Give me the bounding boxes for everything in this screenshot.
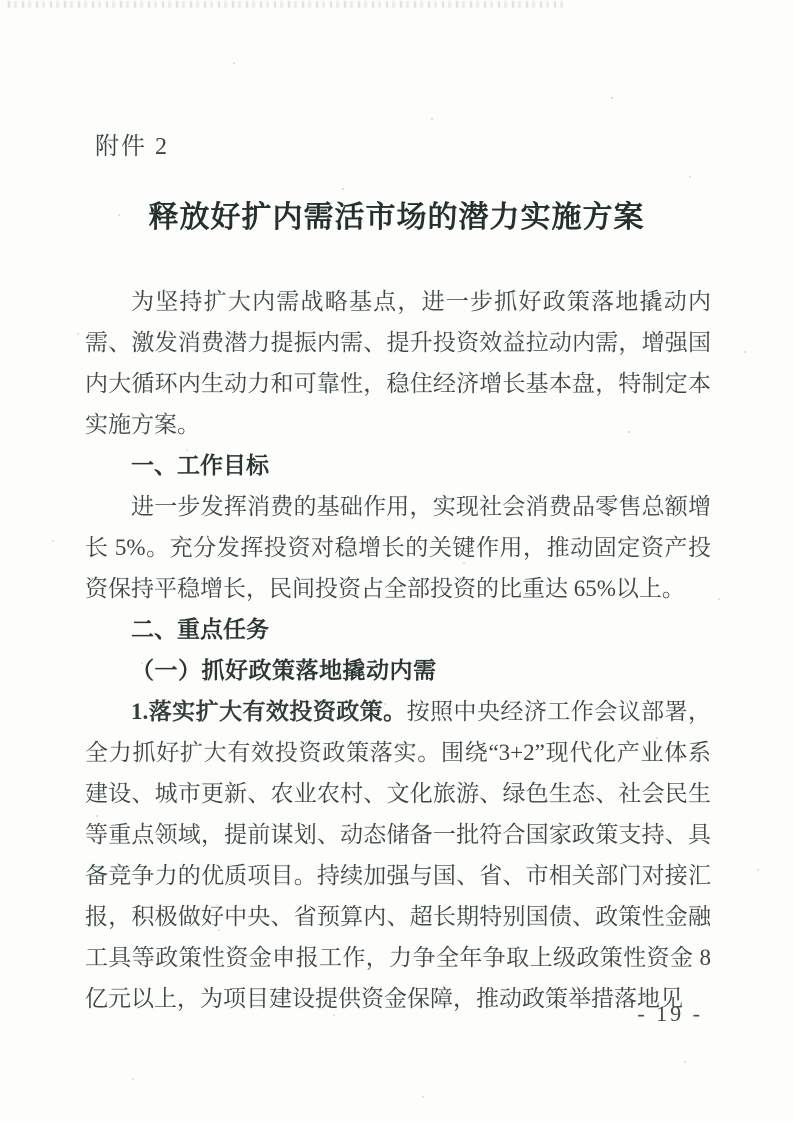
scan-noise-specks	[0, 0, 2, 2]
intro-paragraph: 为坚持扩大内需战略基点，进一步抓好政策落地撬动内需、激发消费潜力提振内需、提升投资效益拉动内需，增强国内大循环内生动力和可靠性，稳住经济增长基本盘，特制定本实施方案。	[85, 289, 711, 437]
page-number: - 19 -	[637, 1001, 703, 1026]
document-body	[85, 281, 711, 1019]
work-goals-paragraph: 进一步发挥消费的基础作用，实现社会消费品零售总额增长 5%。充分发挥投资对稳增长的关键作用，推动固定资产投资保持平稳增长，民间投资占全部投资的比重达 65%以上。	[85, 494, 711, 601]
numbered-item-1	[85, 691, 711, 1019]
attachment-label: 附件 2	[95, 134, 169, 160]
numbered-item-1-lead: 1.落实扩大有效投资政策。	[131, 699, 407, 724]
section-heading-work-goals: 一、工作目标	[131, 452, 269, 478]
scan-artifact-top-edge	[8, 1, 568, 8]
document-title: 释放好扩内需活市场的潜力实施方案	[148, 201, 645, 234]
section-heading-key-tasks: 二、重点任务	[131, 616, 269, 642]
numbered-item-1-body: 按照中央经济工作会议部署，全力抓好扩大有效投资政策落实。围绕“3+2”现代化产业体系建设、城市更新、农业农村、文化旅游、绿色生态、社会民生等重点领域，提前谋划、动态储备一批符合国家政策支持、具备竞争力的优质项目。持续加强与国、省、市相关部门对接汇报，积极做好中央、省预算内、超长期特别国债、政策性金融工具等政策性资金申报工作，力争全年争取上级政策性资金 8 亿元以上，为项目建设提供资金保障，推动政策举措落地见	[85, 699, 712, 1011]
subsection-heading-policy-implementation: （一）抓好政策落地撬动内需	[131, 658, 437, 683]
